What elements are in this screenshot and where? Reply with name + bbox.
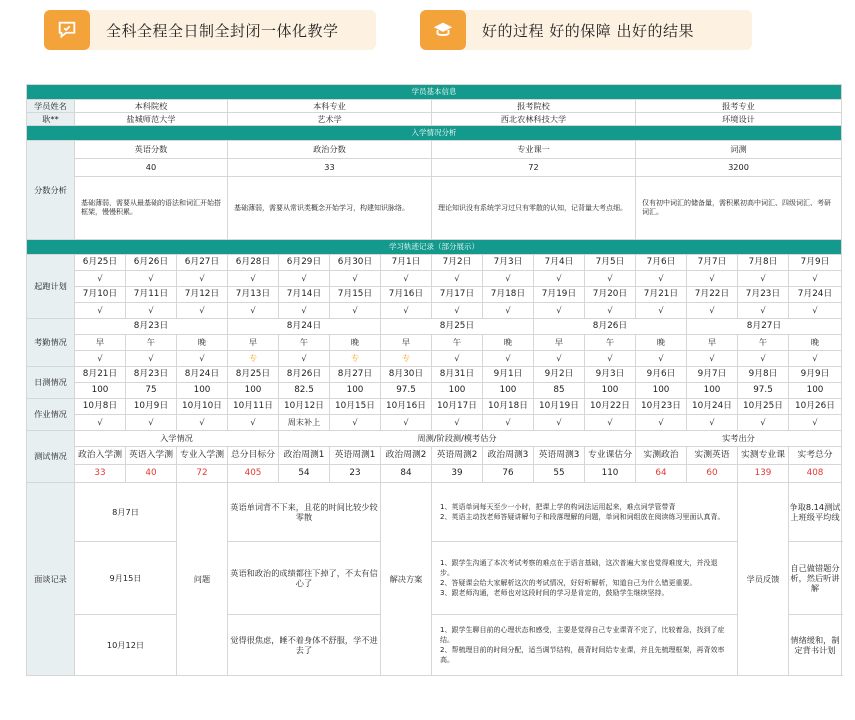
- attendance-mark: √: [687, 351, 738, 367]
- subject-desc: 仅有初中词汇的储备量，需积累初高中词汇、四级词汇、考研词汇。: [636, 177, 842, 240]
- plan-check: √: [228, 271, 279, 287]
- graduation-cap-icon: [420, 10, 466, 50]
- daily-score: 97.5: [738, 383, 789, 399]
- homework-date: 10月15日: [330, 399, 381, 415]
- section-row: [27, 85, 842, 100]
- daily-score: 85: [534, 383, 585, 399]
- daily-label: 日测情况: [27, 367, 75, 399]
- test-score: 110: [585, 465, 636, 483]
- test-score: 64: [636, 465, 687, 483]
- subject-desc: 基础薄弱，需要从最基础的语法和词汇开始搭框架，慢慢积累。: [75, 177, 228, 240]
- interview-feedback: 情绪缓和，制定背书计划: [789, 615, 842, 676]
- interview-date: 9月15日: [75, 542, 177, 615]
- test-score: 139: [738, 465, 789, 483]
- scores-label: 分数分析: [27, 141, 75, 240]
- homework-mark: √: [738, 415, 789, 431]
- homework-mark: √: [687, 415, 738, 431]
- tests-group: 入学情况: [75, 431, 279, 447]
- homework-date: 10月24日: [687, 399, 738, 415]
- daily-score: 100: [636, 383, 687, 399]
- plan-date: 7月17日: [432, 287, 483, 303]
- daily-score: 100: [330, 383, 381, 399]
- plan-date: 7月23日: [738, 287, 789, 303]
- daily-date: 8月26日: [279, 367, 330, 383]
- table-row: [27, 113, 842, 126]
- attendance-period: 午: [279, 335, 330, 351]
- homework-date: 10月16日: [381, 399, 432, 415]
- plan-date: 7月12日: [177, 287, 228, 303]
- homework-date: 10月18日: [483, 399, 534, 415]
- subject-score: 3200: [636, 159, 842, 177]
- banner-left: [44, 10, 376, 50]
- attendance-period: 早: [228, 335, 279, 351]
- plan-date: 7月10日: [75, 287, 126, 303]
- test-name: 实测英语: [687, 447, 738, 465]
- daily-score: 100: [585, 383, 636, 399]
- homework-mark: √: [432, 415, 483, 431]
- daily-score: 97.5: [381, 383, 432, 399]
- attendance-period: 午: [126, 335, 177, 351]
- tests-group: 周测/阶段测/模考估分: [279, 431, 636, 447]
- table-row: [27, 367, 842, 383]
- test-score: 33: [75, 465, 126, 483]
- homework-mark: √: [534, 415, 585, 431]
- test-score: 60: [687, 465, 738, 483]
- basic-header: 报考院校: [432, 100, 636, 113]
- subject-score: 72: [432, 159, 636, 177]
- plan-date: 7月6日: [636, 255, 687, 271]
- chat-bubble-icon: [44, 10, 90, 50]
- homework-mark: √: [789, 415, 842, 431]
- plan-date: 7月13日: [228, 287, 279, 303]
- section-row: [27, 126, 842, 141]
- homework-date: 10月22日: [585, 399, 636, 415]
- plan-date: 6月28日: [228, 255, 279, 271]
- attendance-mark: √: [585, 351, 636, 367]
- plan-check: √: [177, 271, 228, 287]
- attendance-mark: 专: [381, 351, 432, 367]
- test-name: 实考总分: [789, 447, 842, 465]
- tests-group: 实考出分: [636, 431, 842, 447]
- interview-feedback: 争取8.14测试上班级平均线: [789, 483, 842, 542]
- plan-check: √: [636, 271, 687, 287]
- plan-date: 7月15日: [330, 287, 381, 303]
- attendance-period: 早: [687, 335, 738, 351]
- daily-date: 9月1日: [483, 367, 534, 383]
- attendance-period: 晚: [177, 335, 228, 351]
- plan-date: 6月29日: [279, 255, 330, 271]
- plan-check: √: [483, 271, 534, 287]
- subject-desc: 理论知识没有系统学习过只有零散的认知，记背量大考点细。: [432, 177, 636, 240]
- interview-row: [27, 615, 842, 676]
- attendance-mark: √: [636, 351, 687, 367]
- homework-mark: √: [483, 415, 534, 431]
- test-name: 政治周测1: [279, 447, 330, 465]
- solution-label: 解决方案: [381, 483, 432, 676]
- attendance-mark: √: [432, 351, 483, 367]
- plan-date: 6月26日: [126, 255, 177, 271]
- attendance-date: 8月24日: [228, 319, 381, 335]
- test-score: 72: [177, 465, 228, 483]
- attendance-period: 晚: [483, 335, 534, 351]
- interview-label: 面谈记录: [27, 483, 75, 676]
- homework-mark: √: [585, 415, 636, 431]
- table-row: [27, 383, 842, 399]
- table-row: [27, 141, 842, 159]
- homework-mark: √: [228, 415, 279, 431]
- plan-date: 7月3日: [483, 255, 534, 271]
- plan-check: √: [585, 303, 636, 319]
- daily-date: 8月21日: [75, 367, 126, 383]
- attendance-date: 8月25日: [381, 319, 534, 335]
- plan-date: 7月19日: [534, 287, 585, 303]
- attendance-mark: 专: [228, 351, 279, 367]
- table-row: [27, 351, 842, 367]
- homework-label: 作业情况: [27, 399, 75, 431]
- plan-check: √: [483, 303, 534, 319]
- homework-mark: √: [330, 415, 381, 431]
- table-row: [27, 465, 842, 483]
- plan-check: √: [75, 271, 126, 287]
- test-name: 专业入学测: [177, 447, 228, 465]
- interview-solution: [432, 542, 738, 615]
- interview-solution: [432, 615, 738, 676]
- plan-check: √: [330, 303, 381, 319]
- plan-date: 6月30日: [330, 255, 381, 271]
- daily-score: 100: [789, 383, 842, 399]
- table-row: [27, 431, 842, 447]
- daily-score: 100: [483, 383, 534, 399]
- subject-score: 40: [75, 159, 228, 177]
- attendance-mark: √: [483, 351, 534, 367]
- attendance-mark: √: [177, 351, 228, 367]
- daily-score: 100: [75, 383, 126, 399]
- plan-check: √: [381, 271, 432, 287]
- solution-item: 2、帮梳理目前的时间分配，适当调节结构，晨背时间给专业课，并且先梳理框架，再背效率高。: [440, 646, 725, 665]
- plan-check: √: [75, 303, 126, 319]
- daily-date: 8月30日: [381, 367, 432, 383]
- test-score: 54: [279, 465, 330, 483]
- table-row: [27, 100, 842, 113]
- interview-date: 10月12日: [75, 615, 177, 676]
- banner-right-text: 好的过程 好的保障 出好的结果: [482, 21, 695, 40]
- problem-label: 问题: [177, 483, 228, 676]
- daily-date: 8月23日: [126, 367, 177, 383]
- plan-check: √: [330, 271, 381, 287]
- table-row: [27, 255, 842, 271]
- interview-feedback: 自己做错题分析，然后听讲解: [789, 542, 842, 615]
- test-name: 政治入学测: [75, 447, 126, 465]
- test-score: 408: [789, 465, 842, 483]
- section-analysis: 入学情况分析: [27, 126, 842, 141]
- basic-header: 报考专业: [636, 100, 842, 113]
- homework-date: 10月26日: [789, 399, 842, 415]
- interview-problem: 觉得很焦虑，睡不着身体不舒服，学不进去了: [228, 615, 381, 676]
- attendance-period: 晚: [789, 335, 842, 351]
- homework-mark: √: [636, 415, 687, 431]
- daily-date: 8月24日: [177, 367, 228, 383]
- homework-date: 10月23日: [636, 399, 687, 415]
- daily-score: 100: [432, 383, 483, 399]
- homework-date: 10月12日: [279, 399, 330, 415]
- homework-date: 10月17日: [432, 399, 483, 415]
- plan-check: √: [534, 303, 585, 319]
- table-row: [27, 287, 842, 303]
- homework-mark: √: [381, 415, 432, 431]
- plan-date: 7月5日: [585, 255, 636, 271]
- plan-check: √: [432, 303, 483, 319]
- plan-date: 7月4日: [534, 255, 585, 271]
- student-record-table: [26, 84, 842, 676]
- solution-item: 1、跟学生沟通了本次考试考察的难点在于语言基础，这次普遍大家也觉得难度大，并没退步。: [440, 558, 718, 577]
- daily-date: 9月3日: [585, 367, 636, 383]
- basic-value: 环境设计: [636, 113, 842, 126]
- homework-date: 10月11日: [228, 399, 279, 415]
- daily-score: 82.5: [279, 383, 330, 399]
- plan-check: √: [738, 303, 789, 319]
- plan-date: 7月24日: [789, 287, 842, 303]
- plan-check: √: [381, 303, 432, 319]
- table-row: [27, 335, 842, 351]
- homework-mark: 周末补上: [279, 415, 330, 431]
- homework-date: 10月25日: [738, 399, 789, 415]
- plan-check: √: [636, 303, 687, 319]
- homework-date: 10月10日: [177, 399, 228, 415]
- plan-check: √: [687, 271, 738, 287]
- subject-name: 词测: [636, 141, 842, 159]
- test-score: 55: [534, 465, 585, 483]
- plan-date: 6月25日: [75, 255, 126, 271]
- attendance-period: 午: [738, 335, 789, 351]
- plan-check: √: [534, 271, 585, 287]
- homework-mark: √: [126, 415, 177, 431]
- banner-left-text: 全科全程全日制全封闭一体化教学: [106, 21, 339, 40]
- attendance-mark: √: [75, 351, 126, 367]
- daily-score: 100: [687, 383, 738, 399]
- table-row: [27, 447, 842, 465]
- attendance-mark: 专: [330, 351, 381, 367]
- solution-item: 1、跟学生聊目前的心理状态和感受，主要是觉得自己专业课背不完了，比较着急，找到了症结。: [440, 625, 725, 644]
- daily-score: 100: [228, 383, 279, 399]
- student-name: 耿**: [27, 113, 75, 126]
- homework-date: 10月9日: [126, 399, 177, 415]
- attendance-period: 早: [381, 335, 432, 351]
- banner-right: [420, 10, 752, 50]
- test-name: 英语周测3: [534, 447, 585, 465]
- daily-date: 9月2日: [534, 367, 585, 383]
- homework-date: 10月8日: [75, 399, 126, 415]
- plan-date: 7月20日: [585, 287, 636, 303]
- table-row: [27, 303, 842, 319]
- section-basic: 学员基本信息: [27, 85, 842, 100]
- basic-header: 本科专业: [228, 100, 432, 113]
- plan-date: 7月14日: [279, 287, 330, 303]
- daily-score: 75: [126, 383, 177, 399]
- plan-date: 7月1日: [381, 255, 432, 271]
- interview-row: [27, 483, 842, 542]
- attendance-mark: √: [126, 351, 177, 367]
- test-name: 政治周测2: [381, 447, 432, 465]
- attendance-mark: √: [738, 351, 789, 367]
- plan-date: 7月2日: [432, 255, 483, 271]
- attendance-mark: √: [534, 351, 585, 367]
- test-name: 实测政治: [636, 447, 687, 465]
- table-row: [27, 319, 842, 335]
- daily-date: 9月9日: [789, 367, 842, 383]
- table-row: [27, 415, 842, 431]
- daily-date: 8月27日: [330, 367, 381, 383]
- test-score: 40: [126, 465, 177, 483]
- solution-item: 2、英语主动找老师答疑讲解句子和段落理解的问题，单词和词组放在阅读练习里面认真背。: [440, 513, 725, 521]
- test-score: 84: [381, 465, 432, 483]
- plan-check: √: [585, 271, 636, 287]
- test-name: 政治周测3: [483, 447, 534, 465]
- attendance-date: 8月27日: [687, 319, 842, 335]
- plan-check: √: [177, 303, 228, 319]
- plan-check: √: [432, 271, 483, 287]
- basic-value: 盐城师范大学: [75, 113, 228, 126]
- plan-check: √: [687, 303, 738, 319]
- homework-mark: √: [177, 415, 228, 431]
- attendance-date: 8月26日: [534, 319, 687, 335]
- table-row: [27, 177, 842, 240]
- daily-date: 8月25日: [228, 367, 279, 383]
- tests-label: 测试情况: [27, 431, 75, 483]
- plan-date: 7月9日: [789, 255, 842, 271]
- interview-row: [27, 542, 842, 615]
- attendance-period: 午: [432, 335, 483, 351]
- attendance-period: 晚: [636, 335, 687, 351]
- plan-check: √: [279, 303, 330, 319]
- daily-date: 9月6日: [636, 367, 687, 383]
- subject-score: 33: [228, 159, 432, 177]
- daily-date: 9月7日: [687, 367, 738, 383]
- attendance-mark: √: [279, 351, 330, 367]
- header-name: 学员姓名: [27, 100, 75, 113]
- daily-score: 100: [177, 383, 228, 399]
- plan-date: 7月16日: [381, 287, 432, 303]
- plan-check: √: [126, 271, 177, 287]
- plan-date: 7月21日: [636, 287, 687, 303]
- daily-date: 9月8日: [738, 367, 789, 383]
- attendance-period: 晚: [330, 335, 381, 351]
- plan-check: √: [789, 303, 842, 319]
- test-name: 英语入学测: [126, 447, 177, 465]
- plan-date: 7月22日: [687, 287, 738, 303]
- test-score: 76: [483, 465, 534, 483]
- homework-date: 10月19日: [534, 399, 585, 415]
- test-name: 英语周测1: [330, 447, 381, 465]
- subject-name: 英语分数: [75, 141, 228, 159]
- attendance-period: 午: [585, 335, 636, 351]
- test-score: 39: [432, 465, 483, 483]
- plan-date: 7月7日: [687, 255, 738, 271]
- plan-check: √: [126, 303, 177, 319]
- daily-date: 8月31日: [432, 367, 483, 383]
- attendance-label: 考勤情况: [27, 319, 75, 367]
- plan-check: √: [228, 303, 279, 319]
- basic-value: 艺术学: [228, 113, 432, 126]
- subject-name: 专业课一: [432, 141, 636, 159]
- solution-item: 3、跟老师沟通，老师也对这段时间的学习是肯定的，鼓励学生继续坚持。: [440, 589, 669, 598]
- plan-date: 6月27日: [177, 255, 228, 271]
- basic-value: 西北农林科技大学: [432, 113, 636, 126]
- test-name: 专业课估分: [585, 447, 636, 465]
- solution-item: 1、英语单词每天至少一小时，把课上学的构词法运用起来，难点词学管带背: [440, 502, 676, 511]
- attendance-period: 早: [75, 335, 126, 351]
- test-name: 总分目标分: [228, 447, 279, 465]
- section-track: 学习轨迹记录（部分展示）: [27, 240, 842, 255]
- test-name: 英语周测2: [432, 447, 483, 465]
- subject-name: 政治分数: [228, 141, 432, 159]
- plan-label: 起跑计划: [27, 255, 75, 319]
- table-row: [27, 271, 842, 287]
- table-row: [27, 159, 842, 177]
- solution-item: 2、答疑课会给大家解析这次的考试情况，好好听解析，知道自己为什么错更重要。: [440, 579, 697, 587]
- homework-mark: √: [75, 415, 126, 431]
- plan-check: √: [738, 271, 789, 287]
- attendance-period: 早: [534, 335, 585, 351]
- subject-desc: 基础薄弱，需要从常识类概念开始学习，构建知识脉络。: [228, 177, 432, 240]
- basic-header: 本科院校: [75, 100, 228, 113]
- attendance-mark: √: [789, 351, 842, 367]
- feedback-label: 学员反馈: [738, 483, 789, 676]
- plan-date: 7月8日: [738, 255, 789, 271]
- interview-problem: 英语单词背不下来，且花的时间比较少较零散: [228, 483, 381, 542]
- test-name: 实测专业课: [738, 447, 789, 465]
- test-score: 405: [228, 465, 279, 483]
- test-score: 23: [330, 465, 381, 483]
- plan-check: √: [789, 271, 842, 287]
- interview-date: 8月7日: [75, 483, 177, 542]
- plan-check: √: [279, 271, 330, 287]
- interview-solution: [432, 483, 738, 542]
- section-row: [27, 240, 842, 255]
- plan-date: 7月11日: [126, 287, 177, 303]
- attendance-date: 8月23日: [75, 319, 228, 335]
- table-row: [27, 399, 842, 415]
- plan-date: 7月18日: [483, 287, 534, 303]
- interview-problem: 英语和政治的成绩都往下掉了，不太有信心了: [228, 542, 381, 615]
